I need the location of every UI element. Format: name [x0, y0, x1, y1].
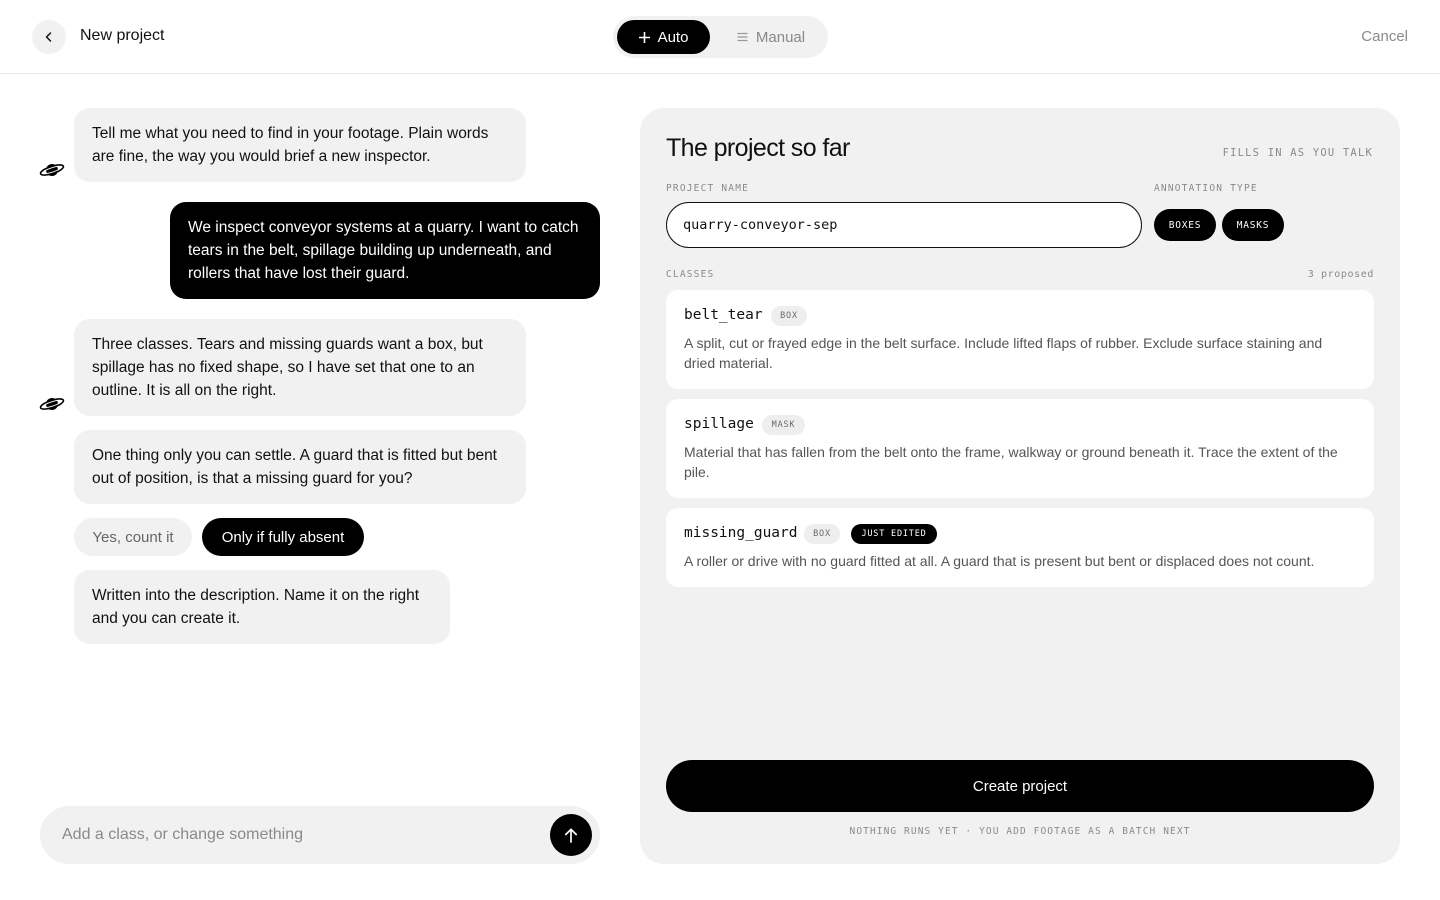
class-card[interactable] [666, 508, 1374, 587]
class-type-tag: MASK [762, 415, 805, 435]
top-bar [0, 0, 1440, 74]
mode-toggle [613, 16, 828, 58]
quick-reply-only-if-absent-button[interactable]: Only if fully absent [202, 518, 364, 556]
assistant-avatar-planet-icon [39, 160, 65, 180]
sparkle-icon [639, 32, 650, 43]
class-name: spillage [684, 416, 754, 432]
class-card[interactable] [666, 399, 1374, 498]
chevron-left-icon [43, 31, 55, 43]
classes-count: 3 proposed [1307, 269, 1374, 280]
mode-auto-label: Auto [657, 28, 689, 46]
mode-manual-button[interactable] [726, 20, 816, 54]
message-composer [40, 806, 600, 864]
assistant-avatar-planet-icon [39, 394, 65, 414]
user-message: We inspect conveyor systems at a quarry. I want to catch tears in the belt, spillage building up underneath, and rollers that have lost their guard. [170, 202, 600, 299]
assistant-message: Written into the description. Name it on the right and you can create it. [74, 570, 450, 644]
message-input[interactable] [62, 806, 532, 864]
assistant-message: Tell me what you need to find in your footage. Plain words are fine, the way you would brief a new inspector. [74, 108, 526, 182]
back-button[interactable] [32, 20, 66, 54]
project-name-input[interactable] [666, 202, 1142, 248]
list-icon [737, 32, 748, 42]
create-project-button[interactable]: Create project [666, 760, 1374, 812]
class-type-tag: BOX [771, 306, 807, 326]
page-title: New project [80, 27, 165, 44]
annotation-type-boxes[interactable]: BOXES [1154, 209, 1216, 241]
send-button[interactable] [550, 814, 592, 856]
annotation-type-label: ANNOTATION TYPE [1154, 183, 1258, 194]
cancel-button[interactable]: Cancel [1361, 28, 1408, 45]
class-description: A split, cut or frayed edge in the belt surface. Include lifted flaps of rubber. Exclude surface staining and dried material. [684, 335, 1323, 371]
quick-reply-yes-button[interactable]: Yes, count it [74, 518, 192, 556]
mode-manual-label: Manual [755, 28, 806, 46]
assistant-message: Three classes. Tears and missing guards want a box, but spillage has no fixed shape, so I have set that one to an outline. It is all on the right. [74, 319, 526, 416]
class-type-tag: BOX [804, 524, 840, 544]
footnote: NOTHING RUNS YET · YOU ADD FOOTAGE AS A BATCH NEXT [849, 826, 1191, 837]
panel-hint: FILLS IN AS YOU TALK [1222, 147, 1373, 159]
class-name: missing_guard [684, 525, 798, 541]
annotation-type-masks[interactable]: MASKS [1222, 209, 1284, 241]
project-name-label: PROJECT NAME [666, 183, 750, 194]
arrow-up-icon [564, 828, 578, 843]
assistant-message: One thing only you can settle. A guard that is fitted but bent out of position, is that a missing guard for you? [74, 430, 526, 504]
class-name: belt_tear [684, 307, 763, 323]
project-summary-panel [640, 108, 1400, 864]
mode-auto-button[interactable] [617, 20, 710, 54]
class-description: Material that has fallen from the belt onto the frame, walkway or ground beneath it. Trace the extent of the pile. [684, 444, 1338, 480]
just-edited-badge: JUST EDITED [851, 524, 937, 544]
class-card[interactable] [666, 290, 1374, 389]
panel-title: The project so far [666, 134, 850, 162]
classes-label: CLASSES [666, 269, 715, 280]
class-description: A roller or drive with no guard fitted at all. A guard that is present but bent or displaced does not count. [684, 553, 1315, 569]
